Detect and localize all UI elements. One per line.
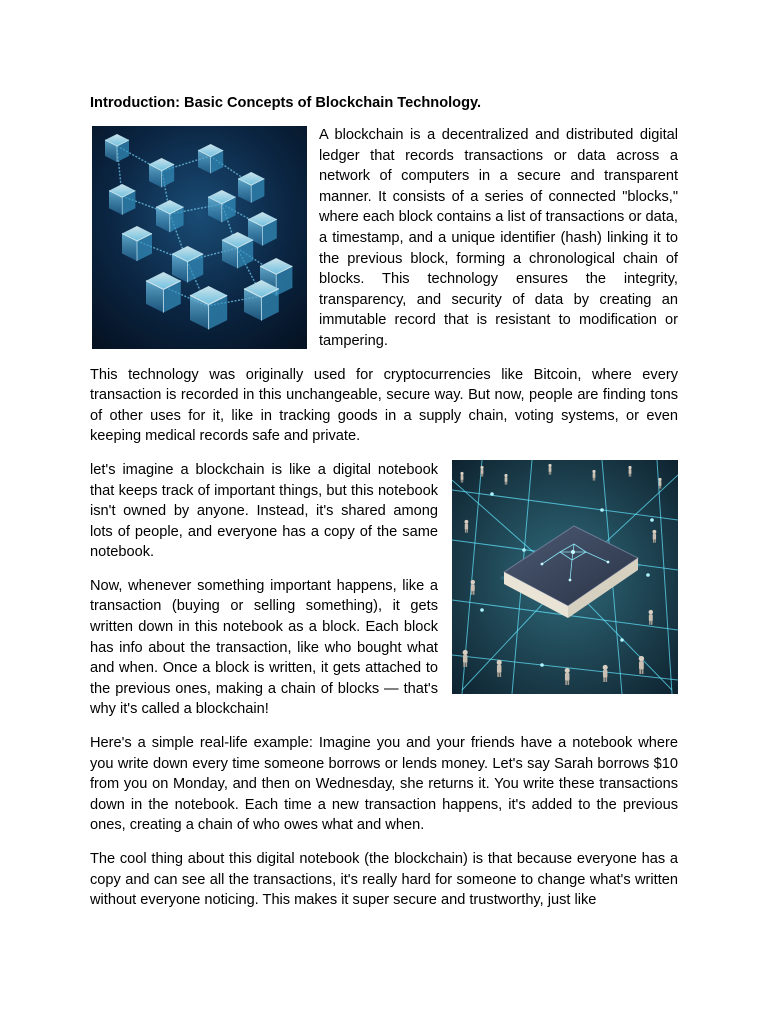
- document-page: [90, 93, 678, 924]
- paragraph-blockchain-definition: A blockchain is a decentralized and distributed digital ledger that records transactions or data across a network of computers in a secure and transparent manner. It consists of a series of connected "blocks," where each block contains a list of transactions or data, a timestamp, and a unique identifier (hash) linking it to the previous block, forming a chronological chain of blocks. This technology ensures the integrity, transparency, and security of data by creating an immutable record that is resistant to modification or tampering.: [319, 127, 678, 349]
- digital-notebook-illustration: [452, 460, 678, 694]
- blockchain-cubes-illustration: [92, 126, 307, 349]
- paragraph-real-life-example: Here's a simple real-life example: Imagine you and your friends have a notebook where you write down every time someone borrows or lends money. Let's say Sarah borrows $10 from you on Monday, and then on Wednesday, she returns it. You write these transactions down in the notebook. Each time a new transaction happens, it's added to the previous ones, creating a chain of who owes what and when.: [90, 735, 678, 834]
- paragraph-original-use: This technology was originally used for cryptocurrencies like Bitcoin, where every transaction is recorded in this unchangeable, secure way. But now, people are finding tons of other uses for it, like in tracking goods in a supply chain, voting systems, or even keeping medical records safe and private.: [90, 366, 678, 445]
- paragraph-security: The cool thing about this digital notebook (the blockchain) is that because everyone has a copy and can see all the transactions, it's really hard for someone to change what's written without everyone noticing. This makes it super secure and trustworthy, just like: [90, 851, 678, 909]
- digital-notebook-image: [452, 460, 678, 694]
- paragraph-block-explanation: Now, whenever something important happens, like a transaction (buying or selling something), it gets written down in this notebook as a block. Each block has info about the transaction, like who bought what and when. Once a block is written, it gets attached to the previous ones, making a chain of blocks — that's why it's called a blockchain!: [90, 577, 438, 718]
- blockchain-cubes-image: [92, 126, 307, 349]
- paragraph-notebook-analogy: let's imagine a blockchain is like a digital notebook that keeps track of important things, but this notebook isn't owned by anyone. Instead, it's shared among lots of people, and everyone has a copy of the same notebook.: [90, 461, 438, 561]
- document-title: Introduction: Basic Concepts of Blockchain Technology.: [90, 95, 482, 111]
